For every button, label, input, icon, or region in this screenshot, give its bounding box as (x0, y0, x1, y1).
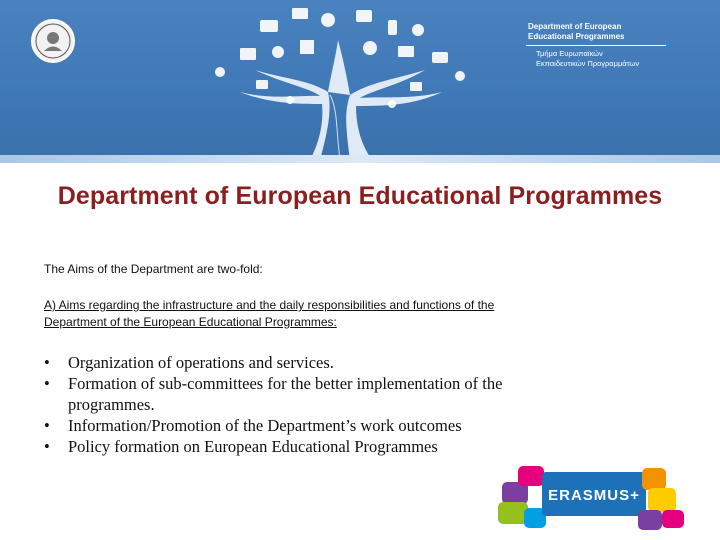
aims-heading (44, 297, 634, 331)
book-icon (240, 48, 256, 60)
gear-icon (363, 41, 377, 55)
tree-illustration (160, 0, 520, 160)
puzzle-piece-magenta-2 (662, 510, 684, 528)
bullet-marker: • (44, 437, 50, 456)
bullet-text: Policy formation on European Educational Programmes (68, 437, 438, 456)
bullet-text: Organization of operations and services. (68, 353, 334, 372)
chart-icon (300, 40, 314, 54)
video-icon (432, 52, 448, 63)
intro-text: The Aims of the Department are two-fold: (44, 262, 263, 276)
university-emblem-icon (30, 18, 76, 64)
dept-logo-greek-2: Εκπαιδευτικών Προγραμμάτων (536, 59, 640, 68)
list-item (44, 352, 634, 373)
globe-icon (321, 13, 335, 27)
list-item (44, 436, 634, 457)
bullet-marker: • (44, 416, 50, 435)
envelope-icon (292, 8, 308, 19)
puzzle-piece-purple-2 (638, 510, 662, 530)
camera-icon (356, 10, 372, 22)
puzzle-piece-magenta (518, 466, 544, 486)
department-logo (522, 22, 672, 69)
phone-icon (388, 20, 397, 35)
banner-bottom-strip (0, 155, 720, 163)
slide-title: Department of European Educational Programmes (57, 182, 663, 210)
bullet-text: Formation of sub-committees for the better implementation of the (68, 374, 503, 393)
erasmus-logo-text: ERASMUS+ (548, 487, 640, 504)
music-icon (412, 24, 424, 36)
puzzle-piece-orange (642, 468, 666, 490)
bullet-marker: • (44, 374, 50, 393)
puzzle-piece-yellow (648, 488, 676, 512)
laptop-icon (260, 20, 278, 32)
puzzle-piece-green (498, 502, 528, 524)
dept-logo-greek-1: Τμήμα Ευρωπαϊκών (536, 49, 603, 58)
erasmus-plus-logo (498, 460, 688, 532)
aims-heading-line-2: Department of the European Educational Programmes: (44, 315, 337, 329)
bullet-text: Information/Promotion of the Department’s work outcomes (68, 416, 462, 435)
aims-bullet-list (44, 352, 634, 457)
user-icon (272, 46, 284, 58)
dept-logo-divider (526, 45, 666, 46)
dept-logo-english-2: Educational Programmes (528, 32, 625, 41)
list-item (44, 415, 634, 436)
bullet-text-continuation: programmes. (68, 395, 155, 414)
dept-logo-english-1: Department of European (528, 22, 622, 31)
header-banner (0, 0, 720, 163)
list-item (44, 373, 634, 415)
bullet-marker: • (44, 353, 50, 372)
mail-icon (398, 46, 414, 57)
aims-heading-line-1: A) Aims regarding the infrastructure and the daily responsibilities and functions of the (44, 298, 495, 312)
